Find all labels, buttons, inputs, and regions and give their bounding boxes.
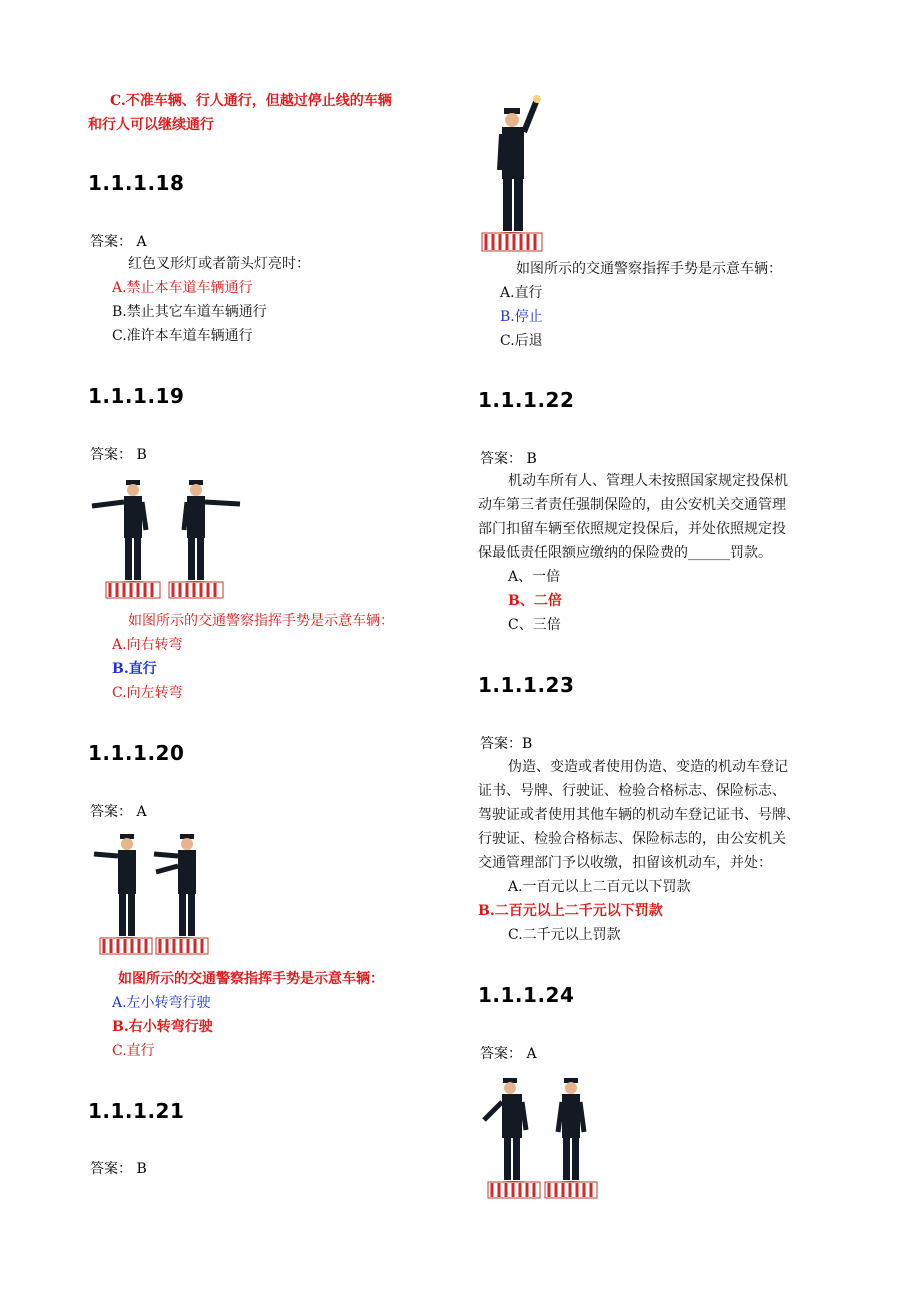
answer-22: 答案： B xyxy=(480,451,537,467)
question-text-22-line4: 保最低责任限额应缴纳的保险费的______罚款。 xyxy=(478,545,772,561)
answer-18: 答案： A xyxy=(90,234,147,250)
option-22-c: C、三倍 xyxy=(508,617,561,633)
option-20-b: B.右小转弯行驶 xyxy=(112,1019,213,1035)
question-number-18: 1.1.1.18 xyxy=(88,171,185,195)
police-gesture-image-24 xyxy=(478,1072,608,1202)
question-text-22-line1: 机动车所有人、管理人未按照国家规定投保机 xyxy=(508,473,788,489)
question-text-21: 如图所示的交通警察指挥手势是示意车辆： xyxy=(516,261,782,277)
option-21-b: B.停止 xyxy=(500,309,543,325)
option-18-b: B.禁止其它车道车辆通行 xyxy=(112,304,267,320)
option-18-a: A.禁止本车道车辆通行 xyxy=(112,280,253,296)
question-text-23-line1: 伪造、变造或者使用伪造、变造的机动车登记 xyxy=(508,759,788,775)
police-gesture-image-21 xyxy=(480,94,552,254)
option-23-c: C.二千元以上罚款 xyxy=(508,927,621,943)
question-number-22: 1.1.1.22 xyxy=(478,388,575,412)
question-text-23-line4: 行驶证、检验合格标志、保险标志的，由公安机关 xyxy=(478,831,786,847)
police-gesture-image-19 xyxy=(88,470,248,602)
option-21-a: A.直行 xyxy=(500,285,543,301)
question-number-23: 1.1.1.23 xyxy=(478,673,575,697)
option-19-b: B.直行 xyxy=(112,661,157,677)
question-text-20: 如图所示的交通警察指挥手势是示意车辆： xyxy=(118,971,384,987)
option-20-a: A.左小转弯行驶 xyxy=(112,995,211,1011)
answer-20: 答案： A xyxy=(90,804,147,820)
answer-19: 答案： B xyxy=(90,447,147,463)
option-19-c: C.向左转弯 xyxy=(112,685,183,701)
question-text-23-line3: 驾驶证或者使用其他车辆的机动车登记证书、号牌、 xyxy=(478,807,800,823)
answer-21: 答案： B xyxy=(90,1161,147,1177)
answer-24: 答案： A xyxy=(480,1046,537,1062)
intro-option-line1: C.不准车辆、行人通行，但越过停止线的车辆 xyxy=(110,93,392,109)
intro-option-line2: 和行人可以继续通行 xyxy=(88,117,214,133)
answer-23: 答案：B xyxy=(480,736,533,752)
option-23-a: A.一百元以上二百元以下罚款 xyxy=(508,879,691,895)
question-number-20: 1.1.1.20 xyxy=(88,741,185,765)
question-number-24: 1.1.1.24 xyxy=(478,983,575,1007)
question-text-23-line5: 交通管理部门予以收缴，扣留该机动车，并处： xyxy=(478,855,772,871)
option-18-c: C.准许本车道车辆通行 xyxy=(112,328,253,344)
question-text-18: 红色叉形灯或者箭头灯亮时： xyxy=(128,256,310,272)
option-19-a: A.向右转弯 xyxy=(112,637,183,653)
option-23-b: B.二百元以上二千元以下罚款 xyxy=(478,903,663,919)
option-22-a: A、一倍 xyxy=(508,569,561,585)
police-gesture-image-20 xyxy=(88,826,218,958)
option-22-b: B、二倍 xyxy=(508,593,562,609)
question-number-19: 1.1.1.19 xyxy=(88,384,185,408)
question-text-22-line3: 部门扣留车辆至依照规定投保后，并处依照规定投 xyxy=(478,521,786,537)
question-text-22-line2: 动车第三者责任强制保险的，由公安机关交通管理 xyxy=(478,497,786,513)
option-20-c: C.直行 xyxy=(112,1043,155,1059)
question-text-19: 如图所示的交通警察指挥手势是示意车辆： xyxy=(128,613,394,629)
question-text-23-line2: 证书、号牌、行驶证、检验合格标志、保险标志、 xyxy=(478,783,786,799)
option-21-c: C.后退 xyxy=(500,333,543,349)
question-number-21: 1.1.1.21 xyxy=(88,1099,185,1123)
